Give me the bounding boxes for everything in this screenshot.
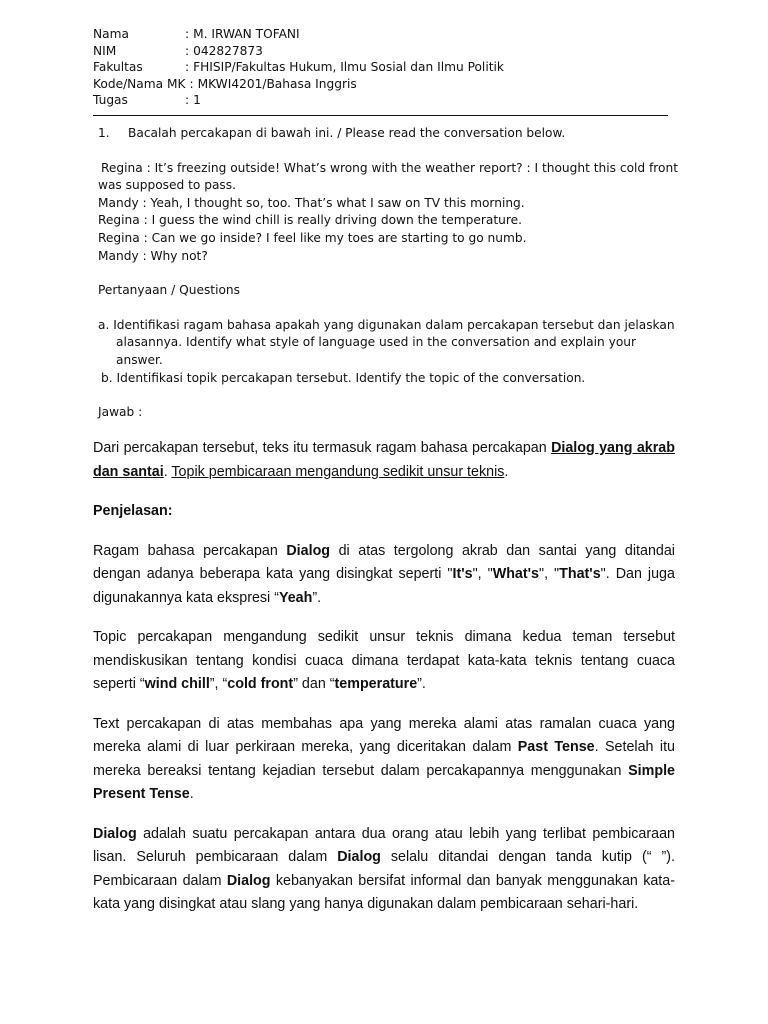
answer-paragraph-5 — [93, 823, 675, 917]
bold-text: Dialog — [226, 872, 271, 889]
bold-text: What's — [492, 566, 539, 582]
section-heading — [93, 500, 675, 524]
dialog-line: Regina : It’s freezing outside! What’s wrong with the weather report? : I thought this cold front was supposed to pass. — [98, 160, 679, 193]
text-span: Text percakapan di atas membahas apa yang mereka alami atas ramalan cuaca yang mereka alami di luar perkiraan mereka, yang diceritakan dalam — [93, 715, 675, 755]
answer-paragraph-1 — [93, 437, 675, 484]
text-span: adalah suatu percakapan antara dua orang atau lebih yang terlibat pembicaraan lisan. Seluruh pembicaraan dalam — [93, 825, 675, 865]
text-span: di atas tergolong akrab dan santai yang ditandai dengan adanya beberapa kata yang disingkat seperti " — [93, 542, 675, 582]
question-a — [98, 317, 678, 370]
dialog-line: Mandy : Why not? — [98, 248, 208, 263]
header-label: Kode/Nama MK — [93, 76, 186, 91]
header-row-nim — [93, 43, 668, 60]
answer-paragraph-2 — [93, 540, 675, 611]
answer-paragraph-3 — [93, 626, 675, 697]
header-separator: : — [185, 27, 190, 41]
header-separator: : — [185, 60, 190, 74]
bold-text: Dialog — [93, 825, 137, 842]
bold-text: It's — [452, 566, 473, 582]
dialog-line: Regina : Can we go inside? I feel like my toes are starting to go numb. — [98, 230, 527, 245]
questions-heading: Pertanyaan / Questions — [98, 283, 240, 298]
header-separator: : — [185, 93, 190, 107]
instruction-text: Bacalah percakapan di bawah ini. / Please read the conversation below. — [128, 126, 566, 140]
header-divider — [93, 115, 668, 116]
header-label: Fakultas — [93, 60, 143, 74]
header-row-kode-mk — [93, 76, 668, 93]
text-span: ", " — [472, 566, 493, 582]
answer-paragraph-4 — [93, 713, 675, 807]
bold-text: Dialog — [337, 849, 381, 865]
header-value: MKWI4201/Bahasa Inggris — [197, 76, 357, 91]
text-span: Dari percakapan tersebut, teks itu termasuk ragam bahasa percakapan — [93, 440, 552, 456]
bold-text: That's — [559, 566, 601, 582]
header-row-tugas — [93, 92, 668, 109]
bold-text: temperature — [334, 676, 418, 692]
bold-text: wind chill — [144, 676, 210, 692]
text-span: . — [163, 463, 172, 480]
text-span: ”, “ — [209, 676, 228, 692]
header-label: Nama — [93, 27, 129, 41]
question-instruction — [98, 125, 678, 143]
dialog-line: Mandy : Yeah, I thought so, too. That’s what I saw on TV this morning. — [98, 195, 525, 210]
bold-text: Dialog — [286, 542, 331, 559]
text-span: ” dan “ — [293, 676, 335, 692]
text-span: ”. — [312, 589, 322, 606]
question-block — [98, 125, 678, 422]
question-a-line1: a. Identifikasi ragam bahasa apakah yang digunakan dalam percakapan tersebut dan jelaskan — [98, 317, 675, 332]
header-separator: : — [189, 76, 194, 91]
text-span: ", " — [539, 566, 560, 582]
question-number: 1. — [98, 126, 110, 140]
text-span: Topic percakapan mengandung sedikit unsur teknis dimana kedua teman tersebut mendiskusikan tentang kondisi cuaca dimana terdapat kata-kata teknis tentang cuaca seperti “ — [93, 629, 675, 692]
text-span: ". Dan juga digunakannya kata ekspresi “ — [93, 566, 675, 606]
underlined-text: Topik pembicaraan mengandung sedikit unsur teknis — [171, 463, 505, 480]
conversation — [98, 160, 678, 266]
text-span: selalu ditandai dengan tanda kutip (“ ”). Pembicaraan dalam — [93, 849, 675, 889]
text-span: ”. — [417, 676, 426, 692]
bold-underlined-text: Dialog yang akrab dan santai — [93, 440, 675, 480]
dialog-line: Regina : I guess the wind chill is really driving down the temperature. — [98, 213, 522, 228]
text-span: . — [189, 786, 194, 802]
question-a-line2: alasannya. Identify what style of language used in the conversation and explain your answer. — [116, 335, 637, 367]
header-value: 042827873 — [193, 43, 263, 58]
header-label: NIM — [93, 43, 117, 58]
answer-label: Jawab : — [98, 405, 143, 420]
answer-body — [93, 437, 675, 933]
bold-text: cold front — [227, 676, 294, 692]
header-row-fakultas — [93, 59, 668, 76]
question-b: b. Identifikasi topik percakapan tersebut. Identify the topic of the conversation. — [101, 370, 586, 385]
text-span: Ragam bahasa percakapan — [93, 542, 287, 559]
student-info-header — [93, 26, 668, 109]
text-span: . Setelah itu mereka bereaksi tentang kejadian tersebut dalam percakapannya menggunakan — [93, 739, 675, 779]
bold-text: Simple Present Tense — [93, 762, 675, 802]
bold-text: Yeah — [278, 589, 313, 606]
header-value: 1 — [193, 93, 201, 107]
text-span: . — [504, 463, 509, 480]
header-row-nama — [93, 26, 668, 43]
header-value: M. IRWAN TOFANI — [193, 27, 300, 41]
bold-text: Past Tense — [517, 739, 595, 755]
header-value: FHISIP/Fakultas Hukum, Ilmu Sosial dan Ilmu Politik — [193, 60, 504, 74]
header-label: Tugas — [93, 93, 128, 107]
heading-text: Penjelasan: — [93, 503, 173, 519]
header-separator: : — [185, 43, 190, 58]
text-span: kebanyakan bersifat informal dan banyak menggunakan kata-kata yang disingkat atau slang yang hanya digunakan dalam pembicaraan sehari-hari. — [93, 872, 675, 912]
